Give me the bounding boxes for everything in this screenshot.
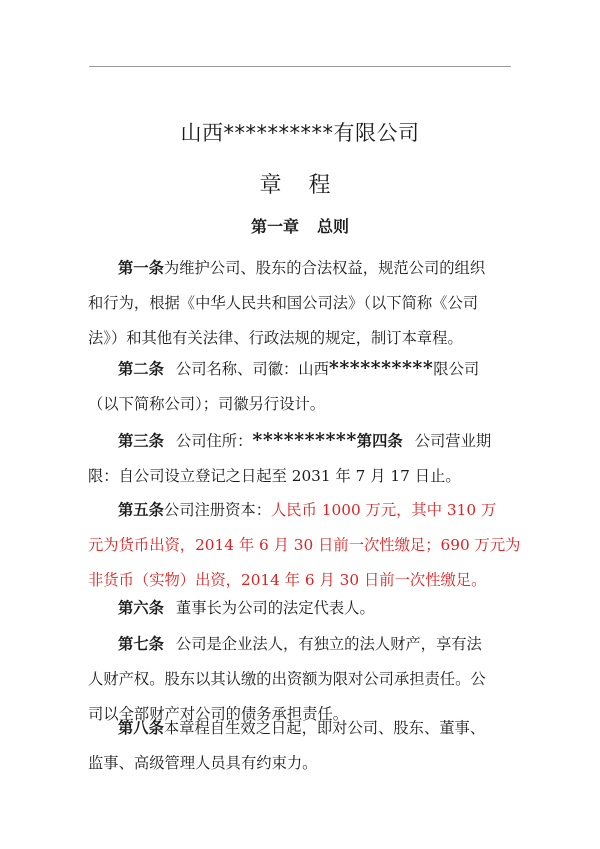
article-8-line-1: 第八条本章程自生效之日起，即对公司、股东、董事、 (118, 719, 486, 737)
article-1 (88, 251, 516, 356)
article-8-line-2: 监事、高级管理人员具有约束力。 (88, 754, 318, 772)
article-8 (88, 711, 516, 781)
article-5 (88, 493, 521, 598)
article-3-4 (88, 423, 516, 494)
article-6-line-1: 第六条 董事长为公司的法定代表人。 (118, 599, 375, 617)
article-3-line-1: 第三条 公司住所：**********第四条 公司营业期 (118, 429, 492, 451)
article-6 (88, 591, 516, 626)
article-5-line-2: 元为货币出资，2014 年 6 月 30 日前一次性缴足；690 万元为 (88, 536, 521, 554)
article-2-label: 第二条 (118, 360, 164, 378)
article-1-label: 第一条 (118, 259, 164, 277)
article-2 (88, 351, 516, 422)
company-name: 山西**********有限公司 (180, 121, 420, 145)
article-5-line-1: 第五条公司注册资本：人民币 1000 万元，其中 310 万 (118, 501, 497, 519)
chapter-name: 总则 (317, 217, 350, 236)
article-5-line-3: 非货币（实物）出资，2014 年 6 月 30 日前一次性缴足。 (88, 571, 487, 589)
redacted-name: ********** (328, 357, 434, 379)
article-7-line-2: 人财产权。股东以其认缴的出资额为限对公司承担责任。公 (88, 670, 486, 688)
document-title: 章 程 (259, 173, 341, 198)
article-5-label: 第五条 (118, 501, 164, 519)
article-4-label: 第四条 (356, 432, 403, 450)
article-1-line-3: 法》）和其他有关法律、行政法规的规定，制订本章程。 (88, 329, 463, 347)
article-1-line-1: 第一条为维护公司、股东的合法权益，规范公司的组织 (118, 259, 486, 277)
article-8-label: 第八条 (118, 719, 164, 737)
article-2-line-2: （以下简称公司）；司徽另行设计。 (88, 395, 326, 413)
header-rule (89, 66, 511, 67)
chapter-heading (0, 214, 600, 237)
article-6-label: 第六条 (118, 599, 164, 617)
article-4-line-2: 限：自公司设立登记之日起至 2031 年 7 月 17 日止。 (88, 467, 461, 485)
redacted-address: ********** (252, 429, 357, 451)
article-7-line-3: 司以全部财产对公司的债务承担责任。 (88, 705, 349, 723)
article-7-line-1: 第七条 公司是企业法人，有独立的法人财产，享有法 (118, 635, 482, 653)
article-7-label: 第七条 (118, 635, 164, 653)
article-2-line-1: 第二条 公司名称、司徽：山西**********限公司 (118, 357, 480, 379)
article-1-line-2: 和行为，根据《中华人民共和国公司法》（以下简称《公司 (88, 294, 479, 312)
chapter-number: 第一章 (250, 217, 299, 236)
article-3-label: 第三条 (118, 432, 164, 450)
